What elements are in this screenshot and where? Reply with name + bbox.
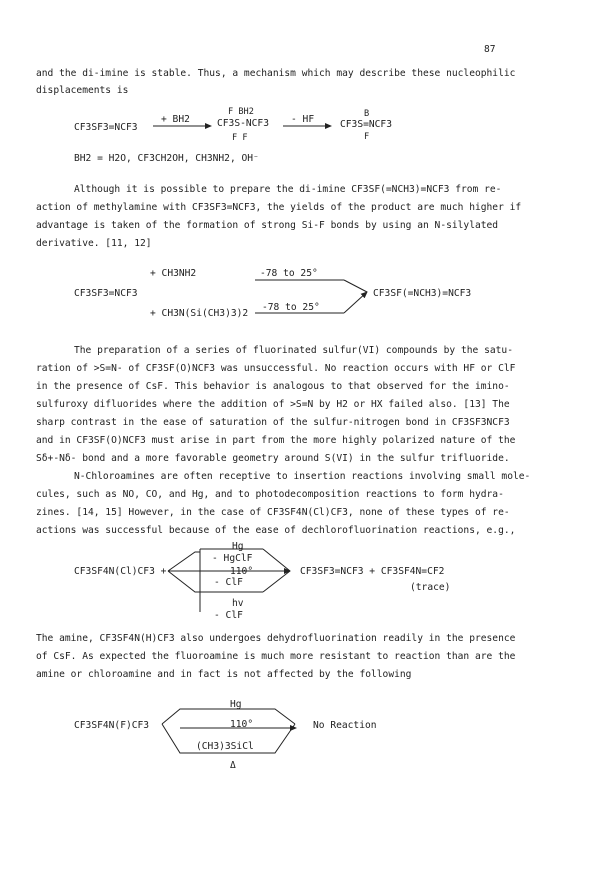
s2-product: CF3SF(=NCH3)=NCF3 <box>373 288 472 299</box>
para4-line4: actions was successful because of the ease of dechlorofluorination reactions, e.g., <box>36 525 516 536</box>
s1-product-mid: CF3S=NCF3 <box>340 119 392 130</box>
s1-reactant: CF3SF3=NCF3 <box>74 122 138 133</box>
s1-arrow1-label: + BH2 <box>161 114 190 125</box>
para4-line1: N-Chloroamines are often receptive to insertion reactions involving small mole- <box>74 471 531 482</box>
para5-line3: amine or chloroamine and in fact is not affected by the following <box>36 669 412 680</box>
s3-top-byproduct: - HgClF <box>212 553 253 564</box>
para3-line3: in the presence of CsF. This behavior is analogous to that observed for the imino- <box>36 381 510 392</box>
s4-top-reagent: Hg <box>230 699 242 710</box>
s4-bot-condition: Δ <box>230 760 236 771</box>
s3-top-reagent: Hg <box>232 541 244 552</box>
para1-line1: and the di-imine is stable. Thus, a mechanism which may describe these nucleophilic <box>36 68 516 79</box>
s3-bot-byproduct: - ClF <box>214 610 243 621</box>
s3-right-upper <box>263 549 290 571</box>
para3-line4: sulfuroxy difluorides where the addition of >S=N by H2 or HX failed also. [13] The <box>36 399 510 410</box>
s2-condition2: -78 to 25° <box>262 302 320 313</box>
s1-product-top: B <box>364 109 370 119</box>
para3-line7: Sδ+-Nδ- bond and a more favorable geometry around S(VI) in the sulfur trifluoride. <box>36 453 510 464</box>
para3-line6: and in CF3SF(O)NCF3 must arise in part from the more highly polarized nature of the <box>36 435 516 446</box>
s3-product: CF3SF3=NCF3 + CF3SF4N=CF2 <box>300 566 445 577</box>
s1-intermediate-top: F BH2 <box>228 107 254 117</box>
s4-product: No Reaction <box>313 720 377 731</box>
s2-bottom-join <box>344 292 367 313</box>
s4-upper-branch <box>162 709 295 724</box>
s2-reactant: CF3SF3=NCF3 <box>74 288 138 299</box>
s2-reagent1: + CH3NH2 <box>150 268 197 279</box>
s3-left-upper <box>168 552 200 571</box>
s4-mid-condition: 110° <box>230 719 254 730</box>
s3-reactant: CF3SF4N(Cl)CF3 + <box>74 566 167 577</box>
para2-line2: action of methylamine with CF3SF3=NCF3, the yields of the product are much higher if <box>36 202 522 213</box>
para4-line2: cules, such as NO, CO, and Hg, and to photodecomposition reactions to form hydra- <box>36 489 504 500</box>
para5-line2: of CsF. As expected the fluoroamine is much more resistant to reaction than are the <box>36 651 516 662</box>
s2-condition1: -78 to 25° <box>260 268 318 279</box>
para2-line1: Although it is possible to prepare the di-imine CF3SF(=NCH3)=NCF3 from re- <box>74 184 502 195</box>
s3-right-lower <box>263 571 290 592</box>
s4-reactant: CF3SF4N(F)CF3 <box>74 720 150 731</box>
s2-top-join <box>344 280 367 292</box>
para3-line2: ration of >S=N- of CF3SF(O)NCF3 was unsuccessful. No reaction occurs with HF or ClF <box>36 363 516 374</box>
s3-mid-condition: 110° <box>230 566 254 577</box>
s1-intermediate-bot: F F <box>232 133 248 143</box>
para5-line1: The amine, CF3SF4N(H)CF3 also undergoes dehydrofluorination readily in the presence <box>36 633 516 644</box>
para2-line3: advantage is taken of the formation of strong Si-F bonds by using an N-silylated <box>36 220 499 231</box>
para1-line2: displacements is <box>36 85 129 96</box>
s3-trace: (trace) <box>410 582 451 593</box>
s3-left-lower <box>168 571 200 592</box>
s1-product-bot: F <box>364 132 370 142</box>
s1-bh2-definition: BH2 = H2O, CF3CH2OH, CH3NH2, OH⁻ <box>74 153 259 164</box>
s4-bot-reagent: (CH3)3SiCl <box>196 741 254 752</box>
para4-line3: zines. [14, 15] However, in the case of CF3SF4N(Cl)CF3, none of these types of re- <box>36 507 510 518</box>
para3-line1: The preparation of a series of fluorinated sulfur(VI) compounds by the satu- <box>74 345 513 356</box>
s2-reagent2: + CH3N(Si(CH3)3)2 <box>150 308 249 319</box>
s1-arrow2-label: - HF <box>291 114 315 125</box>
page-number: 87 <box>484 44 496 55</box>
para2-line4: derivative. [11, 12] <box>36 238 152 249</box>
para3-line5: sharp contrast in the ease of saturation of the sulfur-nitrogen bond in CF3SF3NCF3 <box>36 417 510 428</box>
s1-intermediate-mid: CF3S-NCF3 <box>217 118 269 129</box>
s3-bot-condition: hv <box>232 598 244 609</box>
s3-mid-byproduct: - ClF <box>214 577 243 588</box>
